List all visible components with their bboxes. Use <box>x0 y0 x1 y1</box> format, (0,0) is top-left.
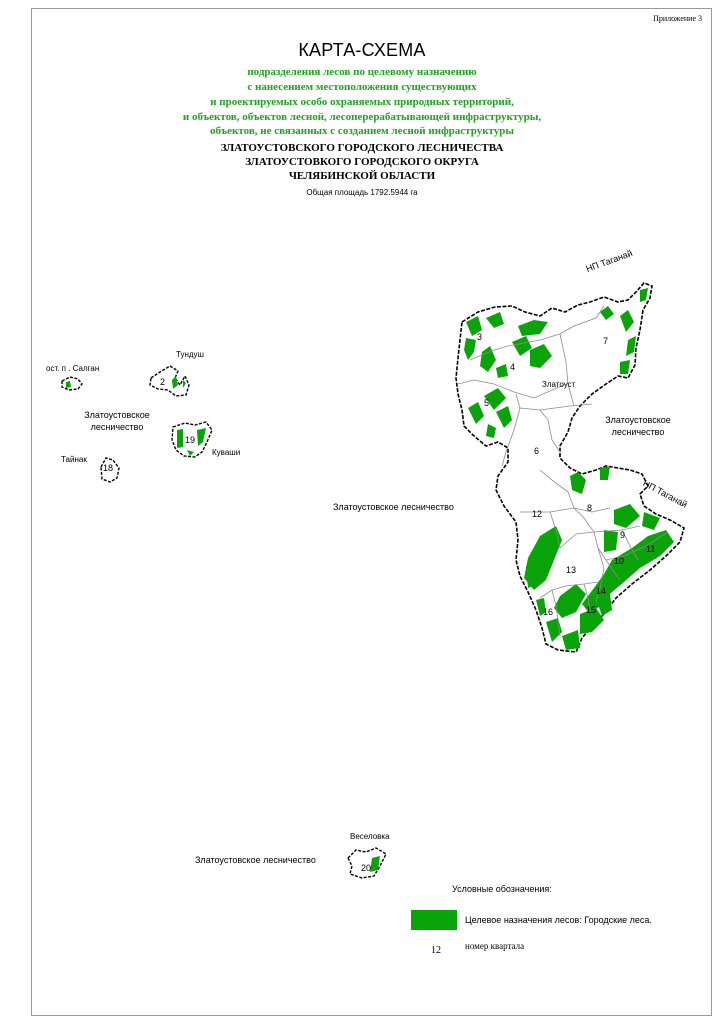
place-zlat-center: Златоустовское лесничество <box>333 502 454 512</box>
quarter-number: 4 <box>510 362 516 372</box>
enclave-quarter-2 <box>150 366 189 396</box>
quarter-number: 2 <box>160 377 166 387</box>
subtitle-line-2: с нанесением местоположения существующих <box>247 81 477 93</box>
place-np-taganai-north: НП Таганай <box>584 247 634 274</box>
subtitle-line-4: и объектов, объектов лесной, лесоперерабатывающей инфраструктуры, <box>182 111 542 123</box>
quarter-number: 14 <box>596 586 607 596</box>
quarter-number: 11 <box>646 544 656 554</box>
place-np-taganai-east: НП Таганай <box>641 478 689 510</box>
place-salgan: ост. п . Салган <box>46 364 100 373</box>
place-zlat-south: Златоустовское лесничество <box>195 855 316 865</box>
total-area: Общая площадь 1792.5944 га <box>306 188 418 197</box>
subtitle-line-1: подразделения лесов по целевому назначению <box>247 66 477 78</box>
quarter-number: 18 <box>103 463 114 473</box>
quarter-number: 13 <box>566 565 577 575</box>
quarter-number: 16 <box>543 607 554 617</box>
place-veselovka: Веселовка <box>350 832 390 841</box>
quarter-number: 20 <box>361 863 372 873</box>
quarter-number: 19 <box>185 435 196 445</box>
place-zlat-west: Златоустовское лесничество <box>84 410 150 432</box>
place-zlatoust: Златоуст <box>542 380 576 389</box>
legend-quarter-sample: 12 <box>431 945 441 956</box>
org-line-3: ЧЕЛЯБИНСКОЙ ОБЛАСТИ <box>288 170 436 182</box>
quarter-number: 3 <box>477 332 483 342</box>
main-forest-area <box>456 283 684 652</box>
org-line-1: ЗЛАТОУСТОВСКОГО ГОРОДСКОГО ЛЕСНИЧЕСТВА <box>220 142 504 154</box>
quarter-number: 15 <box>586 605 597 615</box>
quarter-number: 8 <box>587 503 593 513</box>
quarter-number: 9 <box>620 530 626 540</box>
legend-title: Условные обозначения: <box>452 884 552 894</box>
place-zlat-east: Златоустовское лесничество <box>605 415 671 437</box>
legend-forest-swatch <box>411 910 457 930</box>
legend-quarter-label: номер квартала <box>465 941 525 951</box>
quarter-number: 5 <box>484 398 490 408</box>
appendix-label: Приложение 3 <box>653 14 702 23</box>
enclave-salgan <box>62 377 82 390</box>
subtitle-line-5: объектов, не связанных с созданием лесной инфраструктуры <box>209 125 514 137</box>
subtitle-line-3: и проектируемых особо охраняемых природных территорий, <box>210 96 514 108</box>
place-tainak: Тайнак <box>61 455 87 464</box>
legend-forest-label: Целевое назначения лесов: Городские леса. <box>465 915 652 925</box>
org-line-2: ЗЛАТОУСТОВКОГО ГОРОДСКОГО ОКРУГА <box>245 156 479 168</box>
place-tundush: Тундуш <box>176 350 204 359</box>
quarter-number: 7 <box>603 336 609 346</box>
quarter-number: 12 <box>532 509 543 519</box>
map-title: КАРТА-СХЕМА <box>298 40 426 60</box>
quarter-number: 6 <box>534 446 540 456</box>
quarter-number: 10 <box>614 556 625 566</box>
place-kuvashi: Куваши <box>212 448 241 457</box>
